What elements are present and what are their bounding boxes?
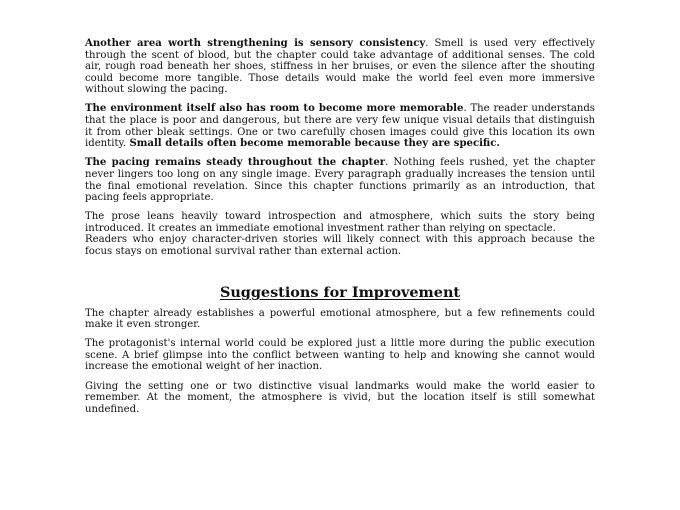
paragraph-tail-bold: Small details often become memorable because they are specific: [129, 138, 497, 150]
paragraph-lead-period: .: [385, 157, 389, 169]
paragraph-lead-bold: Another area worth strengthening is sensory consistency: [85, 38, 426, 49]
paragraph-body: Smell is used very effectively through the scent of blood, but the chapter could take advantage of additional senses. The cold air, rough road beneath her shoes, stiffness in her bruises, or even the silence after the shouting could become more tangible. Those details would make the world feel even more immersive without slowing the pacing.: [85, 38, 595, 96]
paragraph-body: The reader understands that the place is poor and dangerous, but there are very few unique visual details that distinguish it from other bleak settings. One or two carefully chosen images could give this location its own identity.: [85, 103, 595, 150]
paragraph-sensory-consistency: [85, 38, 595, 96]
suggestion-paragraph-intro: The chapter already establishes a powerful emotional atmosphere, but a few refinements could make it even stronger.: [85, 307, 595, 331]
section-heading-suggestions: Suggestions for Improvement: [219, 283, 461, 301]
suggestion-paragraph-setting: Giving the setting one or two distinctive visual landmarks would make the world easier to remember. At the moment, the atmosphere is vivid, but the location itself is still somewhat undefined.: [85, 380, 595, 415]
paragraph-lead-bold: The pacing remains steady throughout the chapter: [85, 157, 386, 169]
document-page: [85, 38, 595, 415]
paragraph-lead-period: .: [463, 103, 467, 115]
paragraph-prose: The prose leans heavily toward introspection and atmosphere, which suits the story being introduced. It creates an immediate emotional investment rather than relying on spectacle.: [85, 211, 595, 234]
paragraph-lead-bold: The environment itself also has room to become more memorable: [85, 103, 464, 115]
suggestion-paragraph-internal-world: The protagonist's internal world could be explored just a little more during the public execution scene. A brief glimpse into the conflict between wanting to help and knowing she cannot would increase the emotional weight of her inaction.: [85, 338, 595, 373]
paragraph-tail-period: .: [496, 138, 500, 150]
paragraph-body: Nothing feels rushed, yet the chapter never lingers too long on any single image. Every paragraph gradually increases the tension until the final emotional revelation. Since this chapter functions primarily as an introduction, that pacing feels appropriate.: [85, 157, 595, 204]
paragraph-lead-period: .: [425, 38, 429, 49]
paragraph-pacing: [85, 157, 595, 203]
paragraph-environment: [85, 103, 595, 149]
paragraph-readers: Readers who enjoy character-driven stories will likely connect with this approach because the focus stays on emotional survival rather than external action.: [85, 234, 595, 257]
